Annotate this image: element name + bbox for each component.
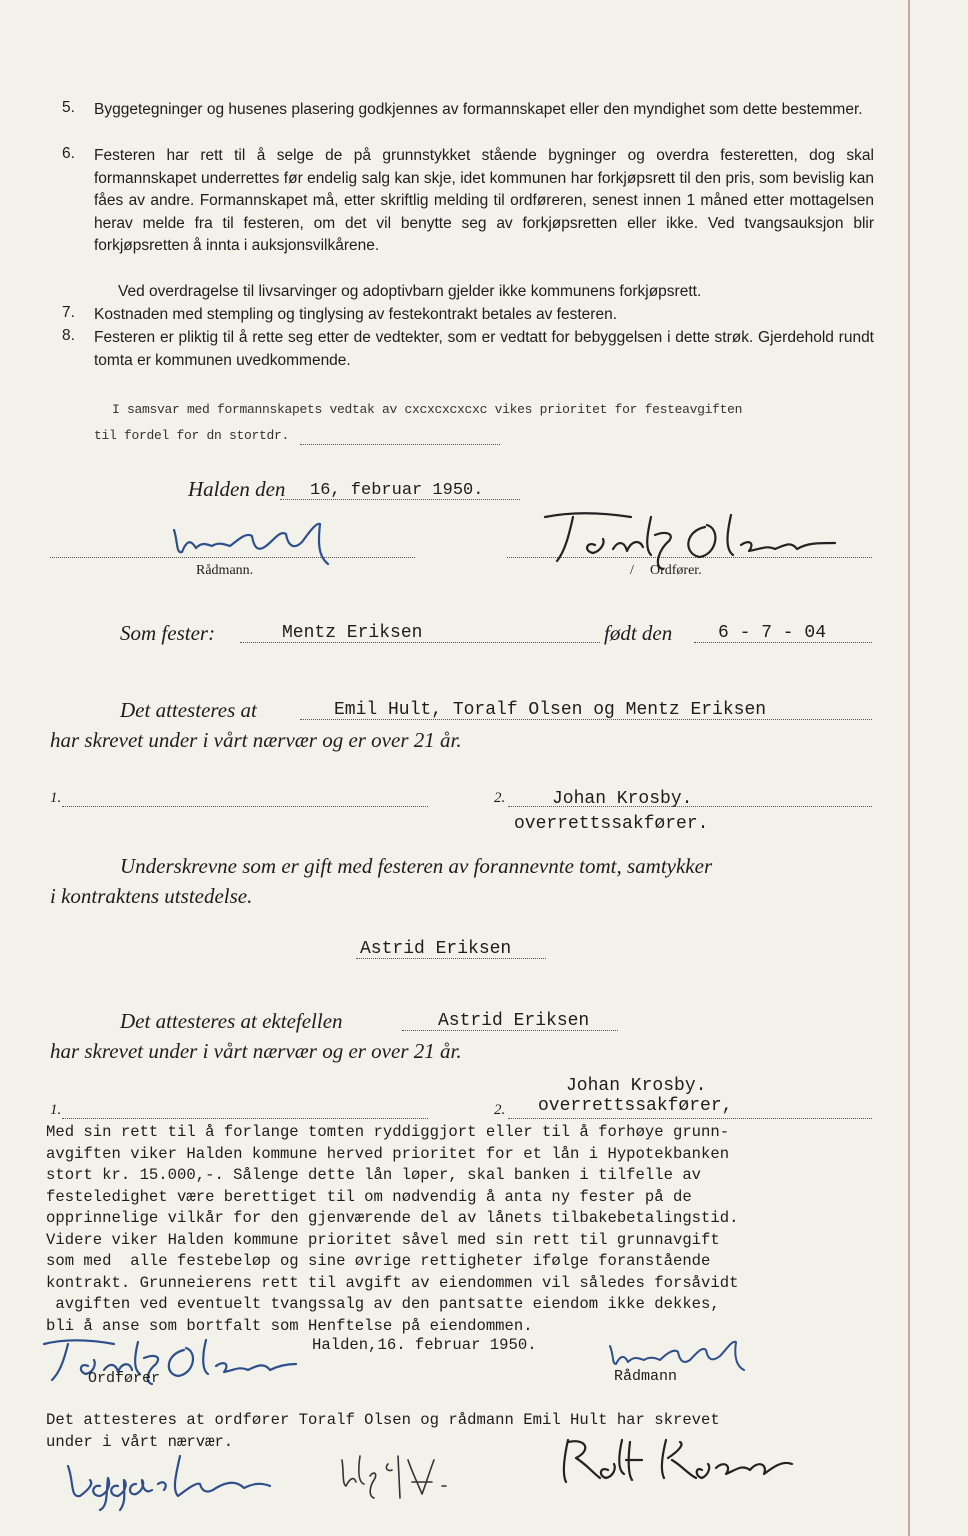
typed-line: opprinnelige vilkår for den gjenværende del av lånets tilbakebetalingstid. xyxy=(46,1209,739,1227)
typed-date: Halden,16. februar 1950. xyxy=(312,1336,537,1354)
attest2-prefix: Det attesteres at ektefellen xyxy=(120,1009,343,1033)
margin-line xyxy=(908,0,910,1536)
dotted-line xyxy=(280,499,520,500)
typed-line: Videre viker Halden kommune prioritet såvel med sin rett til grunnavgift xyxy=(46,1230,720,1249)
clause-number: 6. xyxy=(62,145,75,162)
witness-signature-1 xyxy=(60,1446,290,1516)
typed-line: Med sin rett til å forlange tomten ryddiggjort eller til å forhøye grunn- xyxy=(46,1123,730,1141)
initials-mark xyxy=(338,1446,468,1502)
witness-number: 2. xyxy=(494,1102,506,1118)
dotted-line xyxy=(300,719,872,720)
attest2-line2: har skrevet under i vårt nærvær og er over 21 år. xyxy=(50,1039,462,1063)
dotted-line xyxy=(300,444,500,445)
ordforer-signature-2 xyxy=(34,1330,304,1386)
witness-name: Johan Krosby. xyxy=(552,789,693,809)
typed-radmann-label: Rådmann xyxy=(614,1368,678,1385)
dotted-line xyxy=(356,958,546,959)
witness-number: 1. xyxy=(50,790,62,806)
dotted-line xyxy=(402,1030,618,1031)
typed-line: bli å anse som bortfalt som Henftelse på eiendommen. xyxy=(46,1316,533,1335)
attest-names: Emil Hult, Toralf Olsen og Mentz Eriksen xyxy=(334,700,767,720)
clause-number: 7. xyxy=(62,304,75,321)
date-value: 16, februar 1950. xyxy=(310,481,484,500)
fester-label: Som fester: xyxy=(120,621,216,645)
struck-line: til fordel for dn stortdr. xyxy=(94,428,290,443)
witness-title: overrettssakfører. xyxy=(514,814,709,834)
typed-line: avgiften ved eventuelt tvangssalg av den pantsatte eiendom ikke dekkes, xyxy=(46,1295,720,1313)
witness2-title: overrettssakfører, xyxy=(538,1096,733,1116)
struck-line: I samsvar med formannskapets vedtak av cxcxcxcxcxc vikes prioritet for festeavgiften xyxy=(112,402,743,417)
witness-number: 1. xyxy=(50,1102,62,1118)
born-value: 6 - 7 - 04 xyxy=(718,623,827,643)
consent-signer: Astrid Eriksen xyxy=(360,939,512,959)
witness2-name: Johan Krosby. xyxy=(566,1076,707,1096)
typed-line: som med alle festebeløp og sine øvrige rettigheter ifølge foranstående xyxy=(46,1252,711,1270)
clause-number: 8. xyxy=(62,327,75,344)
typed-line: kontrakt. Grunneierens rett til avgift av eiendommen vil således forsåvidt xyxy=(46,1273,739,1292)
dotted-line xyxy=(240,642,600,643)
ordforer-prefix: / xyxy=(630,563,634,578)
radmann-signature xyxy=(168,512,348,572)
dotted-line xyxy=(694,642,872,643)
typed-line: avgiften viker Halden kommune herved prioritet for et lån i Hypotekbanken xyxy=(46,1144,730,1163)
born-label: født den xyxy=(604,621,673,645)
attest-line2: har skrevet under i vårt nærvær og er over 21 år. xyxy=(50,728,462,752)
ordforer-signature xyxy=(535,505,855,575)
attest2-name: Astrid Eriksen xyxy=(438,1011,590,1031)
witness-line xyxy=(508,1118,872,1119)
witness-number: 2. xyxy=(494,790,506,806)
witness-line xyxy=(62,806,428,807)
final-attest-line: Det attesteres at ordfører Toralf Olsen og rådmann Emil Hult har skrevet xyxy=(46,1411,720,1429)
clause-text: Byggetegninger og husenes plasering godkjennes av formannskapet eller den myndighet som dette bestemmer. xyxy=(94,101,863,118)
consent-line1: Underskrevne som er gift med festeren av forannevnte tomt, samtykker xyxy=(120,854,713,878)
typed-line: festeledighet være berettiget til om nødvendig å anta ny fester på de xyxy=(46,1187,692,1206)
clause-text: Ved overdragelse til livsarvinger og adoptivbarn gjelder ikke kommunens forkjøpsrett. xyxy=(118,283,702,300)
final-attest-line: under i vårt nærvær. xyxy=(46,1433,234,1451)
witness-line xyxy=(62,1118,428,1119)
clause-text: Festeren er pliktig til å rette seg etter de vedtekter, som er vedtatt for bebyggelsen i dette strøk. Gjerdehold rundt tomta er kommunen uvedkommende. xyxy=(94,329,874,369)
typed-ordforer-label: Ordfører xyxy=(88,1370,161,1387)
attest-prefix: Det attesteres at xyxy=(120,698,257,722)
clause-text: Festeren har rett til å selge de på grunnstykket stående bygninger og overdra festeretten, dog skal formannskapet underrettes før endelig salg kan skje, idet kommunen har forkjøpsrett til den pris, som bevislig kan fåes av andre. Formannskapet må, etter skriftlig melding til ordføreren, senest innen 1 måned etter mottagelsen herav melde fra til festeren, om det vil benytte seg av forkjøpsretten eller ikke. Ved tvangsauksjon blir forkjøpsretten å innta i auksjonsvilkårene. xyxy=(94,147,874,255)
witness-signature-2 xyxy=(556,1430,806,1490)
typed-line: stort kr. 15.000,-. Sålenge dette lån løper, skal banken i tilfelle av xyxy=(46,1166,702,1184)
clause-number: 5. xyxy=(62,99,75,116)
date-prefix: Halden den xyxy=(188,477,286,501)
fester-name: Mentz Eriksen xyxy=(282,623,423,643)
clause-text: Kostnaden med stempling og tinglysing av festekontrakt betales av festeren. xyxy=(94,306,617,323)
consent-line2: i kontraktens utstedelse. xyxy=(50,884,253,908)
ordforer-label: Ordfører. xyxy=(650,563,702,578)
radmann-label: Rådmann. xyxy=(196,563,254,578)
